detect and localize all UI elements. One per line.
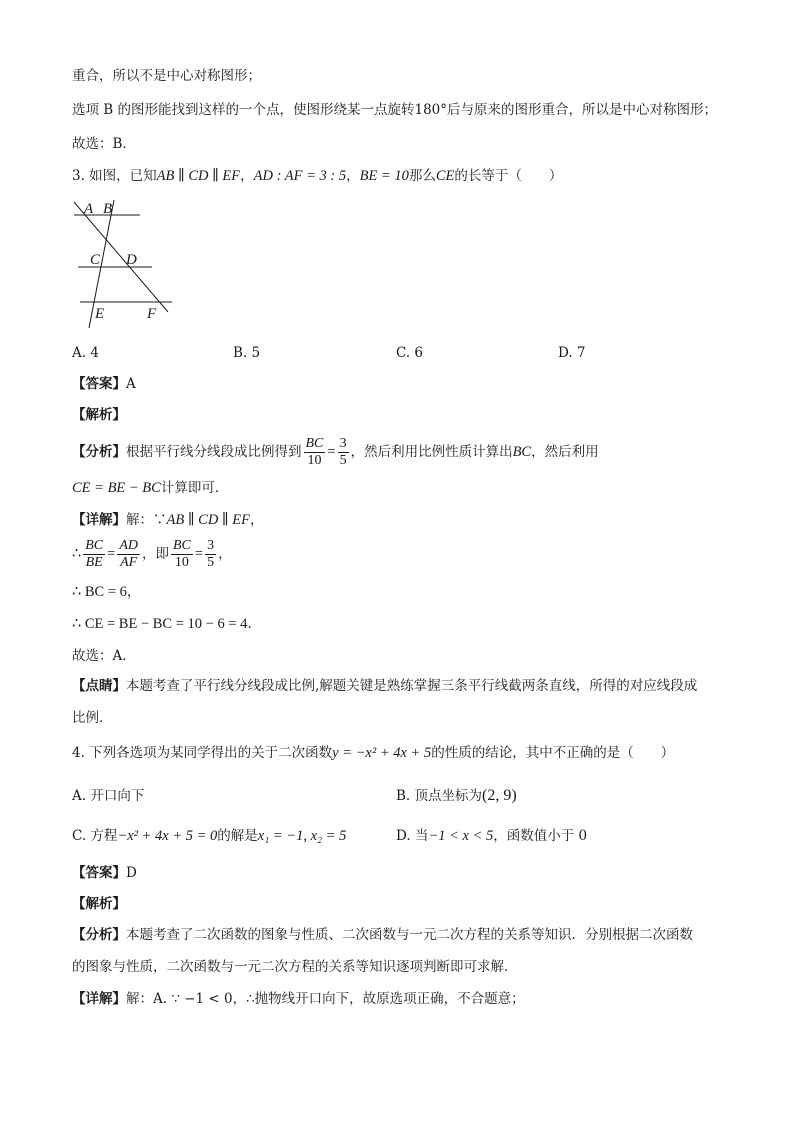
fraction-denominator: 5 bbox=[339, 453, 347, 468]
q4-stem-suffix: 的性质的结论，其中不正确的是（ ） bbox=[431, 745, 675, 761]
q3-detail-line4: ∴ CE = BE − BC = 10 − 6 = 4． bbox=[72, 616, 262, 632]
q4-option-c-solution: x₁ = −1, x₂ = 5 bbox=[257, 828, 347, 844]
label-b: B bbox=[103, 201, 113, 217]
q4-analysis-tag: 【解析】 bbox=[72, 896, 126, 912]
q4-option-c-label: C. 方程 bbox=[72, 828, 118, 844]
q4-stem-prefix: 4. 下列各选项为某同学得出的关于二次函数 bbox=[72, 745, 333, 761]
q3-stem-sep2: ， bbox=[346, 168, 360, 184]
label-c: C bbox=[90, 252, 101, 268]
q3-fenxi-text3: ，然后利用 bbox=[531, 444, 599, 460]
q3-detail-end: ， bbox=[218, 546, 232, 562]
therefore-symbol: ∴ bbox=[72, 546, 82, 562]
fraction-denominator: 10 bbox=[307, 453, 322, 468]
fraction-3-over-5-b bbox=[205, 538, 216, 571]
q3-choose: 故选：A． bbox=[72, 648, 136, 664]
q4-option-b bbox=[396, 786, 517, 806]
q3-fenxi-line1 bbox=[72, 434, 599, 470]
q3-detail-pre: 解：∵ bbox=[126, 512, 167, 528]
label-d: D bbox=[126, 252, 137, 268]
q3-answer-tag: 【答案】 bbox=[72, 376, 126, 392]
intro-line-2: 选项 B 的图形能找到这样的一个点，使图形绕某一点旋转180°后与原来的图形重合，所以是中心对称图形； bbox=[72, 102, 718, 118]
q3-option-d: D. 7 bbox=[558, 345, 586, 361]
fraction-numerator: AD bbox=[119, 538, 138, 553]
fraction-ad-over-af bbox=[117, 538, 140, 571]
q3-dianjing-tag: 【点睛】 bbox=[72, 678, 126, 694]
q4-stem bbox=[72, 743, 674, 763]
q4-option-c-mid: 的解是 bbox=[217, 828, 258, 844]
q4-option-d bbox=[396, 826, 587, 846]
q4-detail-text: 解：A. ∵ −1 < 0，∴抛物线开口向下，故原选项正确，不合题意； bbox=[126, 991, 525, 1007]
q3-option-a: A. 4 bbox=[72, 345, 99, 361]
fraction-denominator: AF bbox=[120, 555, 138, 570]
fraction-numerator: 3 bbox=[339, 436, 347, 451]
equals-sign: = bbox=[327, 444, 336, 460]
q4-option-d-post: ，函数值小于 0 bbox=[493, 828, 588, 844]
q3-analysis-tag: 【解析】 bbox=[72, 407, 126, 423]
fraction-numerator: BC bbox=[172, 538, 191, 553]
fraction-numerator: BC bbox=[305, 436, 324, 451]
intro-line-1: 重合，所以不是中心对称图形； bbox=[72, 68, 261, 84]
q4-option-a: A. 开口向下 bbox=[72, 788, 145, 804]
q3-stem-mid: 那么 bbox=[408, 168, 436, 184]
q4-option-c-equation: −x² + 4x + 5 = 0 bbox=[117, 828, 218, 844]
q3-fenxi-text2: ，然后利用比例性质计算出 bbox=[350, 444, 513, 460]
q4-answer-value: D bbox=[126, 865, 137, 881]
label-f: F bbox=[147, 306, 157, 322]
q3-detail-line1 bbox=[72, 510, 263, 530]
fraction-bc-over-be bbox=[83, 538, 105, 571]
q4-option-d-label: D. 当 bbox=[396, 828, 429, 844]
label-a: A bbox=[84, 201, 94, 217]
q4-answer-tag: 【答案】 bbox=[72, 865, 126, 881]
q3-stem bbox=[72, 166, 562, 186]
q3-stem-cond3: BE = 10 bbox=[359, 168, 409, 184]
q3-stem-target: CE bbox=[435, 168, 455, 184]
label-e: E bbox=[95, 306, 105, 322]
q4-fenxi-tag: 【分析】 bbox=[72, 927, 126, 943]
q4-fenxi-text1: 本题考查了二次函数的图象与性质、二次函数与一元二次方程的关系等知识．分别根据二次函数 bbox=[126, 927, 693, 943]
fraction-denominator: 10 bbox=[174, 555, 189, 570]
q3-detail-post: ， bbox=[249, 512, 264, 528]
q3-option-c: C. 6 bbox=[396, 345, 424, 361]
fraction-bc-over-10-b bbox=[171, 538, 193, 571]
q4-option-c bbox=[72, 826, 346, 846]
q3-stem-prefix: 3. 如图，已知 bbox=[72, 168, 157, 184]
q3-dianjing-line1 bbox=[72, 676, 697, 696]
q3-fenxi-bc: BC bbox=[512, 444, 532, 460]
q4-answer bbox=[72, 863, 137, 883]
q3-detail-line3: ∴ BC = 6， bbox=[72, 584, 142, 600]
q3-answer-value: A bbox=[126, 376, 136, 392]
q4-option-b-value: (2, 9) bbox=[482, 787, 517, 804]
fraction-3-over-5 bbox=[338, 436, 349, 469]
intro-line-3: 故选：B． bbox=[72, 136, 136, 152]
q3-fenxi-line2 bbox=[72, 478, 228, 498]
q3-dianjing-text1: 本题考查了平行线分线段成比例,解题关键是熟练掌握三条平行线截两条直线，所得的对应线段成 bbox=[126, 678, 698, 694]
q3-fenxi-expr: CE = BE − BC bbox=[72, 480, 161, 496]
q3-stem-suffix: 的长等于（ ） bbox=[454, 168, 563, 184]
fraction-numerator: 3 bbox=[207, 538, 215, 553]
fraction-numerator: BC bbox=[85, 538, 104, 553]
q4-detail-line1 bbox=[72, 989, 525, 1009]
q4-option-b-label: B. 顶点坐标为 bbox=[396, 788, 483, 804]
parallel-lines-figure bbox=[68, 194, 180, 332]
q3-option-b: B. 5 bbox=[233, 345, 261, 361]
q4-stem-function: y = −x² + 4x + 5 bbox=[332, 745, 432, 761]
fraction-bc-over-10 bbox=[304, 436, 326, 469]
q4-fenxi-line2: 的图象与性质，二次函数与一元二次方程的关系等知识逐项判断即可求解． bbox=[72, 959, 518, 975]
q4-option-d-range: −1 < x < 5 bbox=[428, 828, 494, 844]
fraction-denominator: 5 bbox=[207, 555, 215, 570]
q3-fenxi-line2-text: 计算即可． bbox=[160, 480, 229, 496]
q3-detail-line2: ∴ $\frac{BC}{BE}$ = $\frac{AD}{AF}$ ，即 $\frac{BC}{10}$ = $\frac{3}{5}$ ， bbox=[72, 538, 232, 570]
q3-answer bbox=[72, 374, 136, 394]
q4-fenxi-line1 bbox=[72, 925, 693, 945]
q3-stem-cond2: AD : AF = 3 : 5 bbox=[253, 168, 347, 184]
q3-detail-tag: 【详解】 bbox=[72, 512, 126, 528]
q3-fenxi-text1: 根据平行线分线段成比例得到 bbox=[126, 444, 302, 460]
q3-detail-mid: ，即 bbox=[141, 546, 169, 562]
fraction-denominator: BE bbox=[85, 555, 103, 570]
q3-stem-cond1: AB ∥ CD ∥ EF bbox=[156, 168, 241, 184]
q3-fenxi-tag: 【分析】 bbox=[72, 444, 126, 460]
q3-dianjing-line2: 比例． bbox=[72, 710, 113, 726]
q3-stem-sep1: ， bbox=[240, 168, 254, 184]
q4-detail-tag: 【详解】 bbox=[72, 991, 126, 1007]
transversal-af bbox=[74, 202, 168, 312]
q3-detail-expr: AB ∥ CD ∥ EF bbox=[166, 512, 250, 528]
